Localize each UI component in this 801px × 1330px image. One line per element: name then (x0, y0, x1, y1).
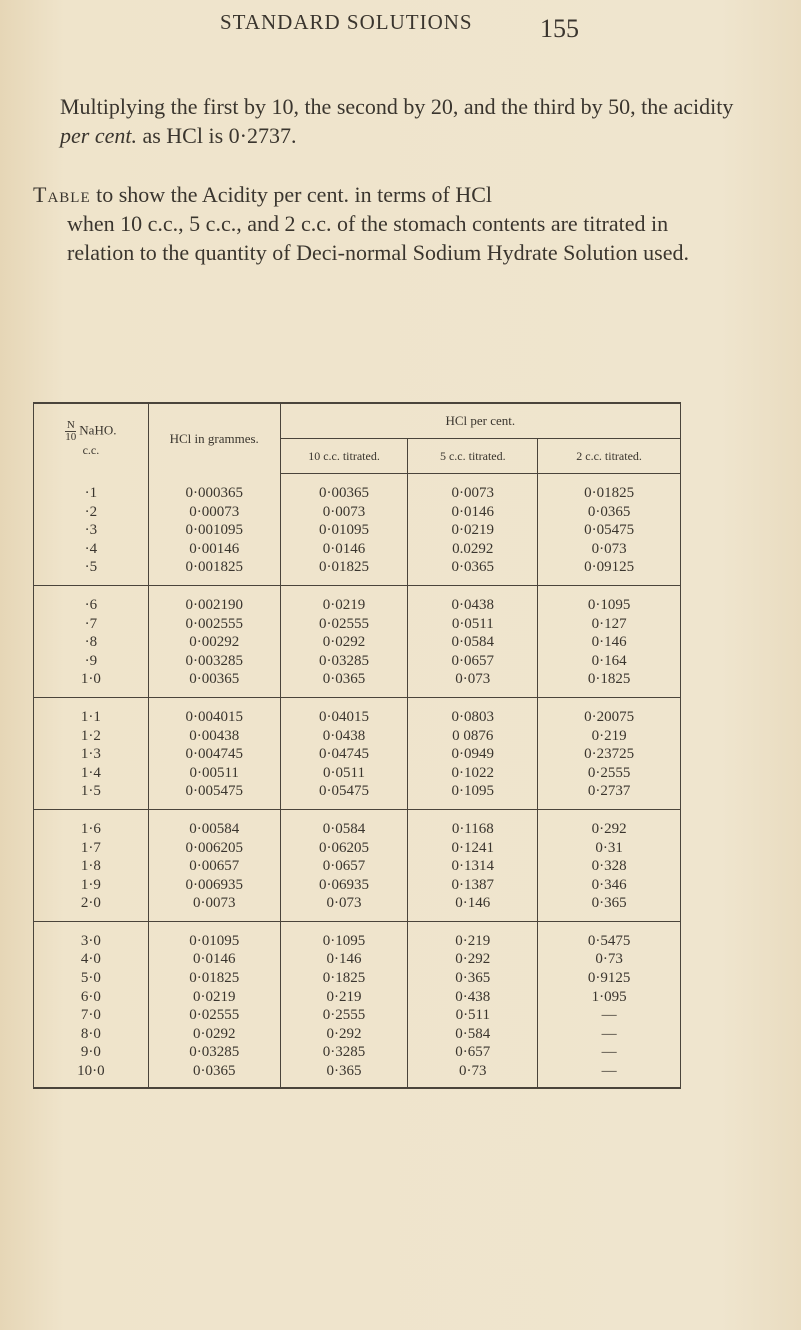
hcl-grammes-cell: 0·02555 (148, 1006, 280, 1025)
percent-5cc-cell: 0·0365 (408, 558, 538, 585)
caption-lead: Table (33, 182, 91, 207)
hcl-grammes-cell: 0·01825 (148, 969, 280, 988)
percent-2cc-cell: 0·073 (538, 540, 681, 559)
hcl-grammes-cell: 0·00292 (148, 633, 280, 652)
paragraph-text-end: as HCl is 0·2737. (136, 123, 297, 148)
table-row (34, 727, 681, 746)
percent-2cc-cell: 0·01825 (538, 474, 681, 503)
percent-5cc-cell: 0·1241 (408, 839, 538, 858)
hcl-grammes-cell: 0·00365 (148, 670, 280, 697)
percent-5cc-cell: 0·1095 (408, 782, 538, 809)
percent-5cc-cell: 0·365 (408, 969, 538, 988)
percent-2cc-cell: 1·095 (538, 988, 681, 1007)
hcl-grammes-cell: 0·006205 (148, 839, 280, 858)
percent-10cc-cell: 0·0292 (280, 633, 408, 652)
naho-cc-cell: ·9 (34, 652, 149, 671)
percent-10cc-cell: 0·3285 (280, 1043, 408, 1062)
percent-2cc-cell: 0·73 (538, 950, 681, 969)
table-row (34, 969, 681, 988)
percent-5cc-cell: 0·073 (408, 670, 538, 697)
naho-cc-cell: 5·0 (34, 969, 149, 988)
percent-10cc-cell: 0·01825 (280, 558, 408, 585)
percent-10cc-cell: 0·01095 (280, 521, 408, 540)
percent-2cc-cell: 0·31 (538, 839, 681, 858)
naho-cc-cell: ·3 (34, 521, 149, 540)
naho-cc-cell: ·2 (34, 503, 149, 522)
hcl-grammes-cell: 0·005475 (148, 782, 280, 809)
percent-10cc-cell: 0·04745 (280, 745, 408, 764)
naho-cc-cell: ·5 (34, 558, 149, 585)
percent-5cc-cell: 0·0219 (408, 521, 538, 540)
percent-5cc-cell: 0·584 (408, 1025, 538, 1044)
table-row (34, 839, 681, 858)
table-row (34, 670, 681, 697)
percent-2cc-cell: 0·328 (538, 857, 681, 876)
naho-cc-cell: 1·5 (34, 782, 149, 809)
running-head: STANDARD SOLUTIONS (220, 10, 473, 34)
naho-cc-cell: 1·3 (34, 745, 149, 764)
hcl-grammes-cell: 0·004015 (148, 697, 280, 726)
percent-2cc-cell: 0·2555 (538, 764, 681, 783)
percent-2cc-cell: 0·346 (538, 876, 681, 895)
table-row (34, 633, 681, 652)
percent-2cc-cell: 0·365 (538, 894, 681, 921)
table-row (34, 697, 681, 726)
header-5cc: 5 c.c. titrated. (408, 439, 538, 474)
hcl-grammes-cell: 0·0365 (148, 1062, 280, 1088)
naho-cc-cell: 2·0 (34, 894, 149, 921)
percent-10cc-cell: 0·06205 (280, 839, 408, 858)
table-body (34, 474, 681, 1088)
table-row (34, 921, 681, 950)
acidity-table (33, 402, 681, 1089)
percent-5cc-cell: 0·0657 (408, 652, 538, 671)
hcl-grammes-cell: 0·000365 (148, 474, 280, 503)
hcl-grammes-cell: 0·03285 (148, 1043, 280, 1062)
page-number: 155 (540, 14, 579, 43)
hcl-grammes-cell: 0·00073 (148, 503, 280, 522)
naho-cc-cell: ·8 (34, 633, 149, 652)
table-row (34, 894, 681, 921)
header-10cc: 10 c.c. titrated. (280, 439, 408, 474)
percent-10cc-cell: 0·073 (280, 894, 408, 921)
table-row (34, 521, 681, 540)
table-row (34, 988, 681, 1007)
caption-line1: to show the Acidity per cent. in terms of HCl (90, 182, 493, 207)
percent-10cc-cell: 0·146 (280, 950, 408, 969)
percent-10cc-cell: 0·0511 (280, 764, 408, 783)
naho-cc-cell: ·6 (34, 585, 149, 614)
naho-cc-cell: ·7 (34, 615, 149, 634)
table-row (34, 950, 681, 969)
percent-2cc-cell: 0·219 (538, 727, 681, 746)
naho-cc-cell: 8·0 (34, 1025, 149, 1044)
naho-cc-cell: 3·0 (34, 921, 149, 950)
percent-10cc-cell: 0·06935 (280, 876, 408, 895)
table-row (34, 782, 681, 809)
table-row (34, 809, 681, 838)
percent-10cc-cell: 0·0657 (280, 857, 408, 876)
percent-2cc-cell: 0·23725 (538, 745, 681, 764)
header-grammes: HCl in grammes. (148, 403, 280, 474)
header-naho: $\frac{N}{10}$ NaHO. c.c. (34, 403, 149, 474)
percent-5cc-cell: 0·1314 (408, 857, 538, 876)
table-row (34, 857, 681, 876)
table-row (34, 585, 681, 614)
percent-2cc-cell: 0·127 (538, 615, 681, 634)
table-row (34, 615, 681, 634)
hcl-grammes-cell: 0·002555 (148, 615, 280, 634)
percent-10cc-cell: 0·04015 (280, 697, 408, 726)
hcl-grammes-cell: 0·0292 (148, 1025, 280, 1044)
naho-cc-cell: 1·8 (34, 857, 149, 876)
hcl-grammes-cell: 0·004745 (148, 745, 280, 764)
table-row (34, 1025, 681, 1044)
percent-2cc-cell: 0·2737 (538, 782, 681, 809)
hcl-grammes-cell: 0·00146 (148, 540, 280, 559)
percent-2cc-cell: 0·292 (538, 809, 681, 838)
hcl-grammes-cell: 0·00511 (148, 764, 280, 783)
percent-10cc-cell: 0·0584 (280, 809, 408, 838)
table-row (34, 503, 681, 522)
percent-2cc-cell: 0·164 (538, 652, 681, 671)
percent-2cc-cell: — (538, 1043, 681, 1062)
percent-10cc-cell: 0·0438 (280, 727, 408, 746)
naho-cc-cell: 7·0 (34, 1006, 149, 1025)
percent-2cc-cell: 0·5475 (538, 921, 681, 950)
percent-10cc-cell: 0·0146 (280, 540, 408, 559)
paragraph-text: Multiplying the first by 10, the second by 20, and the third by 50, the acidity (60, 94, 734, 119)
percent-5cc-cell: 0·1168 (408, 809, 538, 838)
table-row (34, 474, 681, 503)
percent-10cc-cell: 0·365 (280, 1062, 408, 1088)
hcl-grammes-cell: 0·01095 (148, 921, 280, 950)
naho-cc-cell: 1·6 (34, 809, 149, 838)
percent-5cc-cell: 0·0073 (408, 474, 538, 503)
percent-2cc-cell: 0·1825 (538, 670, 681, 697)
percent-2cc-cell: — (538, 1062, 681, 1088)
table-row (34, 745, 681, 764)
naho-cc-cell: 1·2 (34, 727, 149, 746)
percent-10cc-cell: 0·00365 (280, 474, 408, 503)
naho-cc-cell: ·4 (34, 540, 149, 559)
header-percent: HCl per cent. (280, 403, 680, 439)
percent-10cc-cell: 0·2555 (280, 1006, 408, 1025)
naho-cc-cell: 4·0 (34, 950, 149, 969)
table-row (34, 764, 681, 783)
percent-10cc-cell: 0·05475 (280, 782, 408, 809)
percent-5cc-cell: 0·0949 (408, 745, 538, 764)
table-row (34, 558, 681, 585)
table-row (34, 1043, 681, 1062)
percent-5cc-cell: 0·1387 (408, 876, 538, 895)
percent-2cc-cell: — (538, 1025, 681, 1044)
percent-5cc-cell: 0·1022 (408, 764, 538, 783)
percent-10cc-cell: 0·219 (280, 988, 408, 1007)
hcl-grammes-cell: 0·006935 (148, 876, 280, 895)
percent-5cc-cell: 0·511 (408, 1006, 538, 1025)
table-row (34, 1006, 681, 1025)
percent-10cc-cell: 0·0219 (280, 585, 408, 614)
percent-2cc-cell: 0·1095 (538, 585, 681, 614)
table-row (34, 652, 681, 671)
percent-2cc-cell: 0·09125 (538, 558, 681, 585)
hcl-grammes-cell: 0·00584 (148, 809, 280, 838)
hcl-grammes-cell: 0·002190 (148, 585, 280, 614)
percent-5cc-cell: 0·0146 (408, 503, 538, 522)
table-caption (33, 180, 713, 267)
table-row (34, 1062, 681, 1088)
percent-2cc-cell: 0·20075 (538, 697, 681, 726)
percent-5cc-cell: 0·219 (408, 921, 538, 950)
percent-5cc-cell: 0·0803 (408, 697, 538, 726)
percent-5cc-cell: 0 0876 (408, 727, 538, 746)
intro-paragraph (60, 92, 740, 150)
percent-10cc-cell: 0·03285 (280, 652, 408, 671)
percent-2cc-cell: 0·05475 (538, 521, 681, 540)
percent-5cc-cell: 0·438 (408, 988, 538, 1007)
paragraph-emphasis: per cent. (60, 123, 137, 148)
percent-10cc-cell: 0·1095 (280, 921, 408, 950)
percent-5cc-cell: 0.0292 (408, 540, 538, 559)
hcl-grammes-cell: 0·0146 (148, 950, 280, 969)
table-row (34, 540, 681, 559)
hcl-grammes-cell: 0·001825 (148, 558, 280, 585)
percent-5cc-cell: 0·0511 (408, 615, 538, 634)
percent-10cc-cell: 0·0073 (280, 503, 408, 522)
percent-2cc-cell: 0·146 (538, 633, 681, 652)
caption-rest: when 10 c.c., 5 c.c., and 2 c.c. of the stomach contents are titrated in relation to the quantity of Deci-normal Sodium Hydrate Solution used. (67, 211, 689, 265)
naho-cc-cell: 1·9 (34, 876, 149, 895)
hcl-grammes-cell: 0·0073 (148, 894, 280, 921)
hcl-grammes-cell: 0·00657 (148, 857, 280, 876)
percent-10cc-cell: 0·02555 (280, 615, 408, 634)
percent-10cc-cell: 0·1825 (280, 969, 408, 988)
naho-cc-cell: 1·0 (34, 670, 149, 697)
fraction-n-10: $\frac{N}{10}$ (65, 418, 77, 443)
hcl-grammes-cell: 0·001095 (148, 521, 280, 540)
naho-cc-cell: ·1 (34, 474, 149, 503)
percent-10cc-cell: 0·0365 (280, 670, 408, 697)
percent-2cc-cell: — (538, 1006, 681, 1025)
naho-cc-cell: 1·7 (34, 839, 149, 858)
header-2cc: 2 c.c. titrated. (538, 439, 681, 474)
percent-10cc-cell: 0·292 (280, 1025, 408, 1044)
naho-cc-cell: 10·0 (34, 1062, 149, 1088)
hcl-grammes-cell: 0·003285 (148, 652, 280, 671)
naho-cc-cell: 1·4 (34, 764, 149, 783)
percent-5cc-cell: 0·73 (408, 1062, 538, 1088)
naho-cc-cell: 1·1 (34, 697, 149, 726)
percent-5cc-cell: 0·0438 (408, 585, 538, 614)
hcl-grammes-cell: 0·0219 (148, 988, 280, 1007)
percent-5cc-cell: 0·292 (408, 950, 538, 969)
percent-2cc-cell: 0·9125 (538, 969, 681, 988)
percent-5cc-cell: 0·657 (408, 1043, 538, 1062)
percent-5cc-cell: 0·146 (408, 894, 538, 921)
percent-5cc-cell: 0·0584 (408, 633, 538, 652)
hcl-grammes-cell: 0·00438 (148, 727, 280, 746)
naho-cc-cell: 6·0 (34, 988, 149, 1007)
naho-cc-cell: 9·0 (34, 1043, 149, 1062)
percent-2cc-cell: 0·0365 (538, 503, 681, 522)
table-row (34, 876, 681, 895)
